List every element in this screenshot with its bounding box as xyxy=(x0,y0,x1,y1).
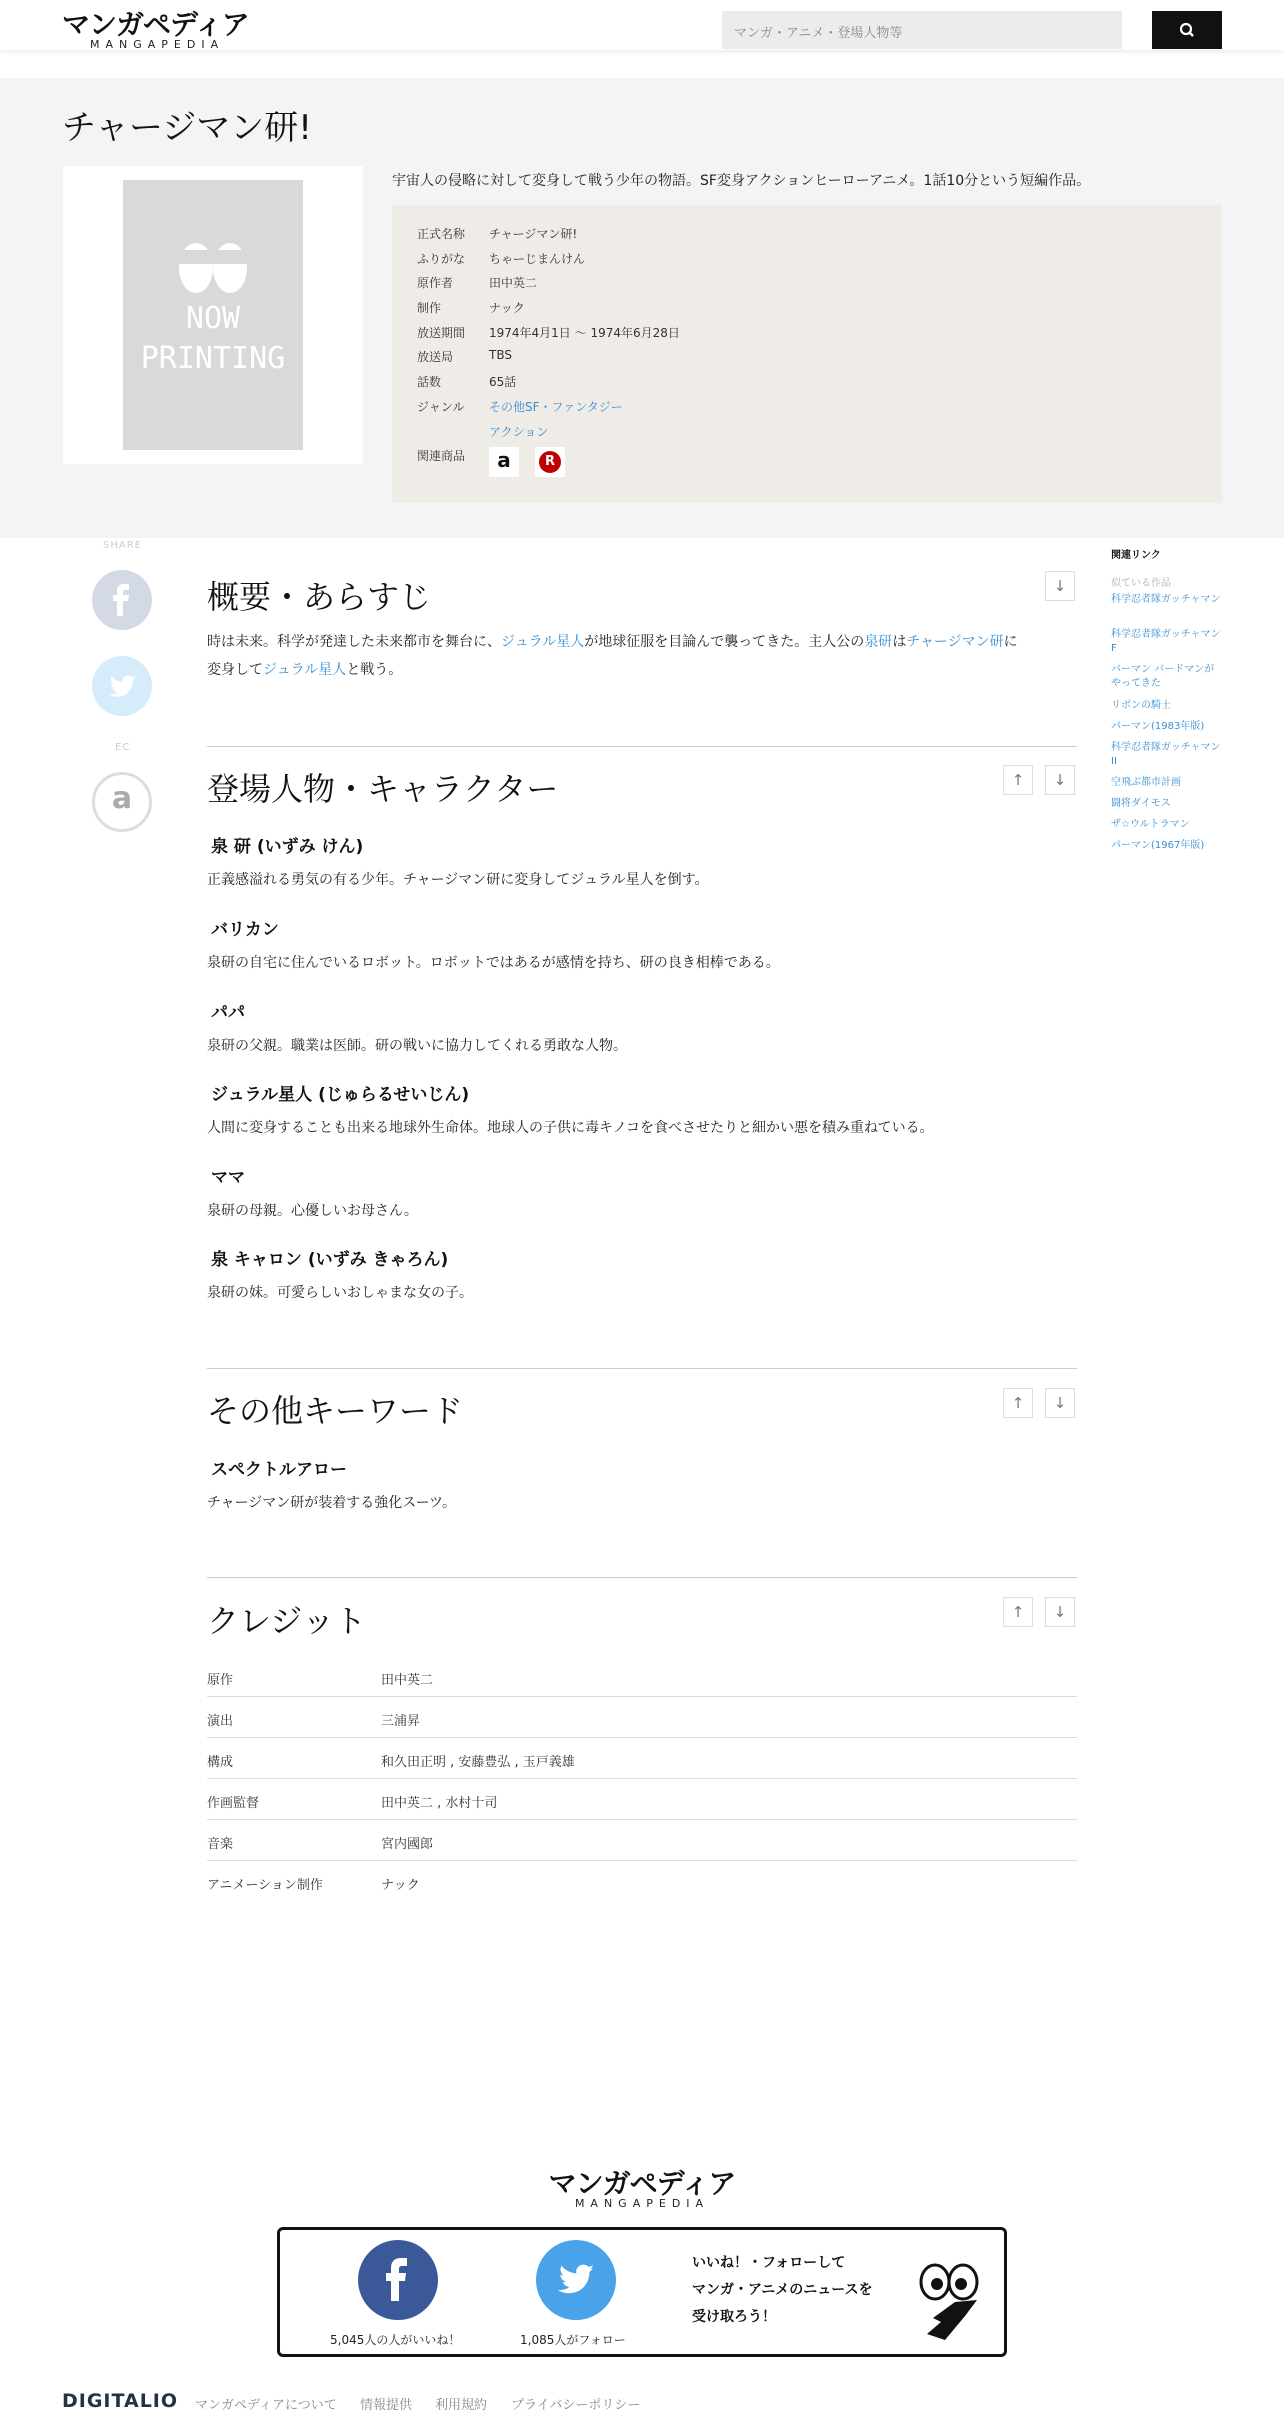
overview-text-4: に xyxy=(1003,634,1018,650)
keyword-desc: チャージマン研が装着する強化スーツ。 xyxy=(207,1495,457,1511)
credit-label: 原作 xyxy=(207,1673,234,1688)
twitter-icon xyxy=(536,2240,616,2320)
link-jural[interactable]: ジュラル星人 xyxy=(501,634,585,650)
rakuten-letter: R xyxy=(544,454,555,470)
cover-image xyxy=(63,166,363,464)
facebook-share-button[interactable] xyxy=(92,570,152,630)
facebook-like-count: 5,045人の人がいいね！ xyxy=(330,2333,461,2347)
info-row-genre2 xyxy=(417,423,1197,448)
info-label: ふりがな xyxy=(417,251,466,266)
amazon-icon: a xyxy=(497,448,511,473)
related-link[interactable]: 科学忍者隊ガッチャマンII xyxy=(1111,742,1221,767)
credit-label: 構成 xyxy=(207,1755,234,1770)
character-name: パパ xyxy=(211,1003,245,1023)
info-value: 1974年4月1日 〜 1974年6月28日 xyxy=(489,325,680,340)
info-value: TBS xyxy=(489,348,512,363)
section-down-button[interactable]: ↓ xyxy=(1045,1597,1075,1627)
section-title-keywords: その他キーワード xyxy=(207,1392,464,1430)
search-icon xyxy=(1152,11,1222,49)
search-button[interactable] xyxy=(1152,11,1222,49)
site-logo[interactable] xyxy=(62,8,262,51)
character-desc: 泉研の妹。可愛らしいおしゃまな女の子。 xyxy=(207,1285,473,1301)
character-name: バリカン xyxy=(211,920,279,940)
info-value: チャージマン研! xyxy=(489,227,578,241)
character-name: ママ xyxy=(211,1168,245,1188)
section-title-overview: 概要・あらすじ xyxy=(207,578,432,616)
amazon-icon: a xyxy=(111,781,133,816)
info-row-furigana xyxy=(417,250,1197,275)
overview-text-6: と戦う。 xyxy=(346,662,403,678)
link-jural-2[interactable]: ジュラル星人 xyxy=(263,662,347,678)
character-name: 泉 キャロン (いずみ きゃろん) xyxy=(211,1250,449,1270)
info-row-genre xyxy=(417,398,1197,423)
related-link[interactable]: 科学忍者隊ガッチャマン xyxy=(1111,594,1221,605)
footer-link-terms[interactable]: 利用規約 xyxy=(435,2398,488,2413)
character-desc: 泉研の自宅に住んでいるロボット。ロボットではあるが感情を持ち、研の良き相棒である。 xyxy=(207,955,780,971)
credit-label: 作画監督 xyxy=(207,1796,260,1811)
facebook-like-button[interactable] xyxy=(358,2240,438,2320)
cover-line1: NOW xyxy=(185,301,241,336)
follow-box xyxy=(277,2227,1007,2357)
facebook-icon xyxy=(358,2240,438,2320)
credit-label: アニメーション制作 xyxy=(207,1878,323,1893)
twitter-follow-count: 1,085人がフォロー xyxy=(520,2333,626,2347)
credit-value: ナック xyxy=(381,1878,420,1893)
section-up-button[interactable]: ↑ xyxy=(1003,1388,1033,1418)
info-row-goods xyxy=(417,447,1197,472)
info-label: 原作者 xyxy=(417,276,454,291)
credit-value: 田中英二 , 水村十司 xyxy=(381,1796,498,1811)
follow-message-line: いいね！・フォローして xyxy=(692,2255,846,2271)
info-label: 放送期間 xyxy=(417,325,466,340)
info-label: 関連商品 xyxy=(417,449,466,464)
character-desc: 人間に変身することも出来る地球外生命体。地球人の子供に毒キノコを食べさせたりと細かい悪を積み重ねている。 xyxy=(207,1120,934,1136)
page-title: チャージマン研! xyxy=(62,108,312,148)
info-label: 放送局 xyxy=(417,350,454,365)
info-row-official xyxy=(417,225,1197,250)
section-divider xyxy=(207,746,1077,747)
related-link[interactable]: パーマン(1983年版) xyxy=(1111,721,1205,732)
digitalio-logo[interactable]: DIGITALIO xyxy=(62,2390,179,2412)
link-chargeman-ken[interactable]: チャージマン研 xyxy=(906,634,1004,650)
info-value: 65話 xyxy=(489,375,517,390)
info-row-author xyxy=(417,274,1197,299)
credit-value: 和久田正明 , 安藤豊弘 , 玉戸義雄 xyxy=(381,1755,575,1770)
related-link[interactable]: パーマン(1967年版) xyxy=(1111,840,1205,851)
section-up-button[interactable]: ↑ xyxy=(1003,1597,1033,1627)
info-label: 正式名称 xyxy=(417,227,466,241)
follow-message-line: 受け取ろう！ xyxy=(692,2309,776,2325)
facebook-icon xyxy=(92,570,152,630)
footer-logo[interactable] xyxy=(542,2167,742,2210)
info-row-station xyxy=(417,348,1197,373)
credit-row xyxy=(207,1861,1077,1902)
character-name: ジュラル星人 (じゅらるせいじん) xyxy=(211,1085,470,1105)
info-label: ジャンル xyxy=(417,399,465,414)
character-desc: 正義感溢れる勇気の有る少年。チャージマン研に変身してジュラル星人を倒す。 xyxy=(207,872,709,888)
bottom-bar xyxy=(0,2380,1284,2428)
info-value: ナック xyxy=(489,301,525,316)
character-desc: 泉研の母親。心優しいお母さん。 xyxy=(207,1203,418,1219)
character-name: 泉 研 (いずみ けん) xyxy=(211,837,364,857)
related-link[interactable]: 科学忍者隊ガッチャマンF xyxy=(1111,629,1221,654)
work-intro: 宇宙人の侵略に対して変身して戦う少年の物語。SF変身アクションヒーローアニメ。1話10分という短編作品。 xyxy=(392,173,1091,189)
now-printing-placeholder xyxy=(123,180,303,450)
follow-message xyxy=(692,2250,873,2331)
related-subtitle: 似ている作品 xyxy=(1111,578,1171,589)
info-row-production xyxy=(417,299,1197,324)
section-up-button[interactable]: ↑ xyxy=(1003,765,1033,795)
related-link[interactable]: ザ☆ウルトラマン xyxy=(1111,819,1190,830)
credit-row xyxy=(207,1697,1077,1738)
twitter-share-button[interactable] xyxy=(92,656,152,716)
share-label: SHARE xyxy=(103,540,142,551)
ec-label: EC xyxy=(115,742,131,753)
related-link[interactable]: 空飛ぶ都市計画 xyxy=(1111,777,1181,788)
credit-value: 三浦昇 xyxy=(381,1714,421,1729)
credit-value: 田中英二 xyxy=(381,1673,434,1688)
credit-row xyxy=(207,1738,1077,1779)
related-link[interactable]: バーマン バードマンがやってきた xyxy=(1111,664,1215,689)
credit-row xyxy=(207,1820,1077,1861)
section-title-credits: クレジット xyxy=(207,1602,367,1640)
section-title-characters: 登場人物・キャラクター xyxy=(207,770,559,808)
info-row-episodes xyxy=(417,373,1197,398)
amazon-ec-button[interactable] xyxy=(92,772,152,832)
search-input[interactable]: マンガ・アニメ・登場人物等 xyxy=(722,11,1122,49)
twitter-follow-button[interactable] xyxy=(536,2240,616,2320)
amazon-store-link[interactable] xyxy=(489,447,519,477)
footer-link-info[interactable]: 情報提供 xyxy=(360,2398,413,2413)
logo-text: マンガペディア xyxy=(62,8,249,41)
credit-label: 演出 xyxy=(207,1714,234,1729)
follow-message-line: マンガ・アニメのニュースを xyxy=(692,2282,873,2298)
credit-value: 宮内國郎 xyxy=(381,1837,434,1852)
info-value: 田中英二 xyxy=(489,276,538,291)
info-value: ちゃーじまんけん xyxy=(489,251,586,266)
info-row-period xyxy=(417,324,1197,349)
related-link[interactable]: リボンの騎士 xyxy=(1111,700,1171,711)
credit-label: 音楽 xyxy=(207,1837,234,1852)
footer-logo-text: マンガペディア xyxy=(548,2167,736,2200)
rakuten-icon xyxy=(539,451,561,473)
genre-link[interactable]: その他SF・ファンタジー xyxy=(489,399,623,414)
overview-text xyxy=(207,628,1077,684)
section-down-button[interactable]: ↓ xyxy=(1045,1388,1075,1418)
cover-line2: PRINTING xyxy=(140,341,286,376)
twitter-icon xyxy=(92,656,152,716)
info-label: 話数 xyxy=(417,375,442,390)
keyword-name: スペクトルアロー xyxy=(211,1460,347,1480)
genre-link[interactable]: アクション xyxy=(489,424,549,439)
rakuten-store-link[interactable] xyxy=(535,447,565,477)
footer-link-privacy[interactable]: プライバシーポリシー xyxy=(511,2398,641,2413)
overview-text-2: が地球征服を目論んで襲ってきた。主人公の xyxy=(584,634,865,650)
work-info-box xyxy=(392,205,1222,503)
credit-row xyxy=(207,1656,1077,1697)
related-links-title: 関連リンク xyxy=(1111,550,1161,561)
mascot-icon xyxy=(905,2260,995,2350)
link-izumi-ken[interactable]: 泉研 xyxy=(864,634,893,650)
site-header xyxy=(0,0,1284,50)
section-down-button[interactable]: ↓ xyxy=(1045,571,1075,601)
overview-text-5: 変身して xyxy=(207,662,263,678)
section-down-button[interactable]: ↓ xyxy=(1045,765,1075,795)
overview-text-1: 時は未来。科学が発達した未来都市を舞台に、 xyxy=(207,634,501,650)
info-label: 制作 xyxy=(417,301,442,316)
footer-logo-subtext: MANGAPEDIA xyxy=(574,2197,710,2210)
section-divider xyxy=(207,1368,1077,1369)
character-desc: 泉研の父親。職業は医師。研の戦いに協力してくれる勇敢な人物。 xyxy=(207,1038,627,1054)
section-divider xyxy=(207,1577,1077,1578)
overview-text-3: は xyxy=(892,634,907,650)
logo-subtext: MANGAPEDIA xyxy=(90,38,225,51)
footer-link-about[interactable]: マンガペディアについて xyxy=(195,2398,337,2413)
related-link[interactable]: 闘将ダイモス xyxy=(1111,798,1171,809)
credit-row xyxy=(207,1779,1077,1820)
